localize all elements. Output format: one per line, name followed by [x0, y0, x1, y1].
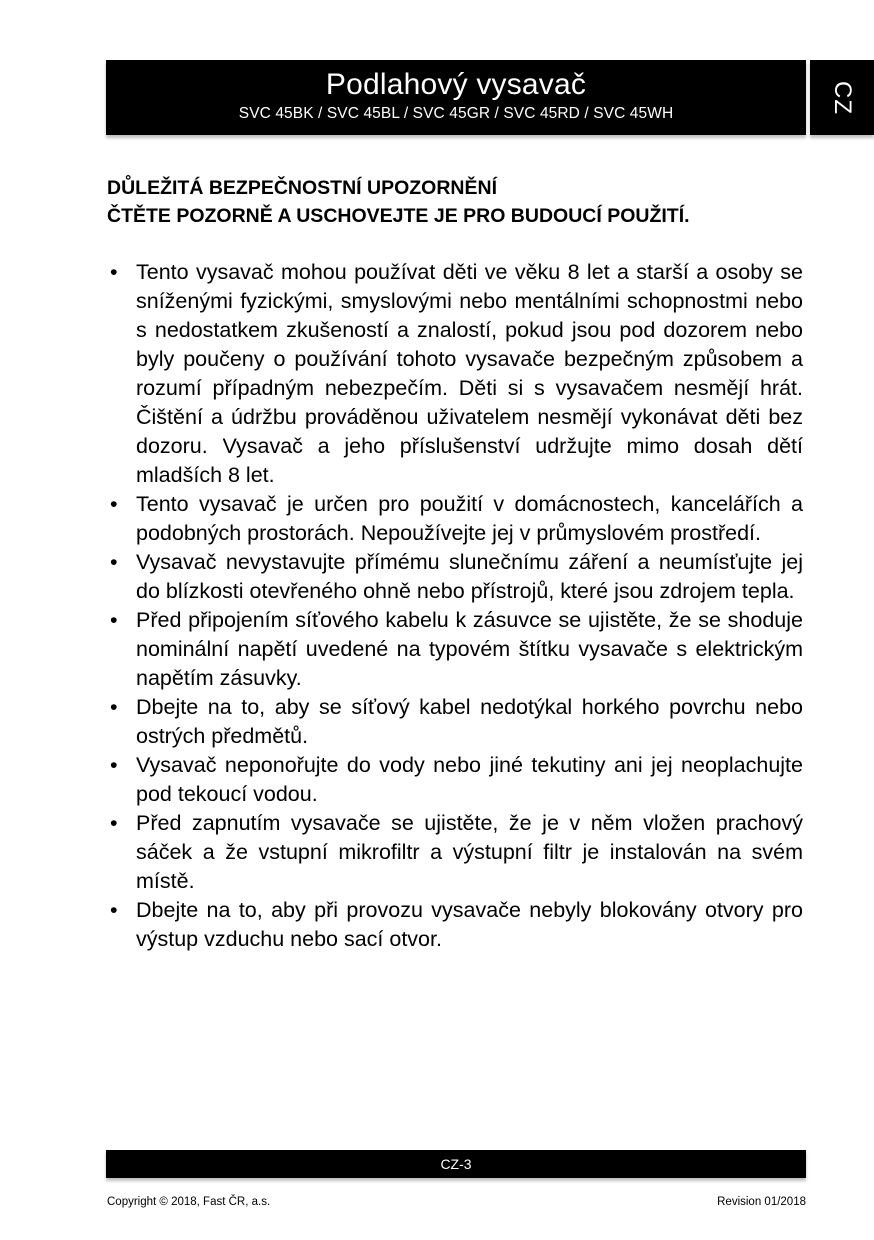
list-item-text: Vysavač nevystavujte přímému slunečnímu záření a neumísťujte jej do blízkosti otevřeného ohně nebo přístrojů, které jsou zdrojem tepla.: [136, 550, 803, 603]
footer-bar: [106, 1150, 806, 1178]
bullet-icon: •: [110, 695, 118, 719]
list-item: [107, 809, 803, 896]
safety-instructions-list: [107, 258, 803, 954]
header-bar: [106, 60, 806, 135]
list-item-text: Vysavač neponořujte do vody nebo jiné tekutiny ani jej neoplachujte pod tekoucí vodou.: [136, 753, 803, 806]
bullet-icon: •: [110, 898, 118, 922]
list-item: [107, 548, 803, 606]
list-item: [107, 490, 803, 548]
bullet-icon: •: [110, 811, 118, 835]
list-item-text: Před zapnutím vysavače se ujistěte, že je v něm vložen prachový sáček a že vstupní mikrofiltr a výstupní filtr je instalován na svém místě.: [136, 811, 803, 893]
language-tab: [810, 60, 874, 135]
model-numbers: SVC 45BK / SVC 45BL / SVC 45GR / SVC 45RD / SVC 45WH: [238, 105, 674, 122]
bullet-icon: •: [110, 550, 118, 574]
bullet-icon: •: [110, 260, 118, 284]
list-item: [107, 258, 803, 490]
list-item: [107, 693, 803, 751]
list-item: [107, 896, 803, 954]
list-item-text: Tento vysavač je určen pro použití v domácnostech, kancelářích a podobných prostorách. Nepoužívejte jej v průmyslovém prostředí.: [136, 492, 803, 545]
list-item-text: Dbejte na to, aby při provozu vysavače nebyly blokovány otvory pro výstup vzduchu nebo sací otvor.: [136, 898, 803, 951]
copyright-notice: Copyright © 2018, Fast ČR, a.s.: [107, 1196, 271, 1208]
bullet-icon: •: [110, 753, 118, 777]
safety-heading: [107, 174, 807, 230]
list-item-text: Dbejte na to, aby se síťový kabel nedotýkal horkého povrchu nebo ostrých předmětů.: [136, 695, 803, 748]
list-item: [107, 751, 803, 809]
bullet-icon: •: [110, 492, 118, 516]
list-item: [107, 606, 803, 693]
language-code: CZ: [829, 80, 856, 115]
safety-heading-line-2: ČTĚTE POZORNĚ A USCHOVEJTE JE PRO BUDOUCÍ POUŽITÍ.: [107, 205, 690, 227]
page-number: CZ-3: [440, 1156, 472, 1172]
bullet-icon: •: [110, 608, 118, 632]
safety-heading-line-1: DŮLEŽITÁ BEZPEČNOSTNÍ UPOZORNĚNÍ: [107, 177, 498, 199]
list-item-text: Tento vysavač mohou používat děti ve věku 8 let a starší a osoby se sníženými fyzickými, smyslovými nebo mentálními schopnostmi nebo s nedostatkem zkušeností a znalostí, pokud jsou pod dozorem nebo byly poučeny o používání tohoto vysavače bezpečným způsobem a rozumí případným nebezpečím. Děti si s vysavačem nesmějí hrát. Čištění a údržbu prováděnou uživatelem nesmějí vykonávat děti bez dozoru. Vysavač a jeho příslušenství udržujte mimo dosah dětí mladších 8 let.: [136, 260, 803, 487]
revision-label: Revision 01/2018: [717, 1196, 806, 1208]
list-item-text: Před připojením síťového kabelu k zásuvce se ujistěte, že se shoduje nominální napětí uvedené na typovém štítku vysavače s elektrickým napětím zásuvky.: [136, 608, 803, 690]
document-title: Podlahový vysavač: [325, 68, 587, 101]
